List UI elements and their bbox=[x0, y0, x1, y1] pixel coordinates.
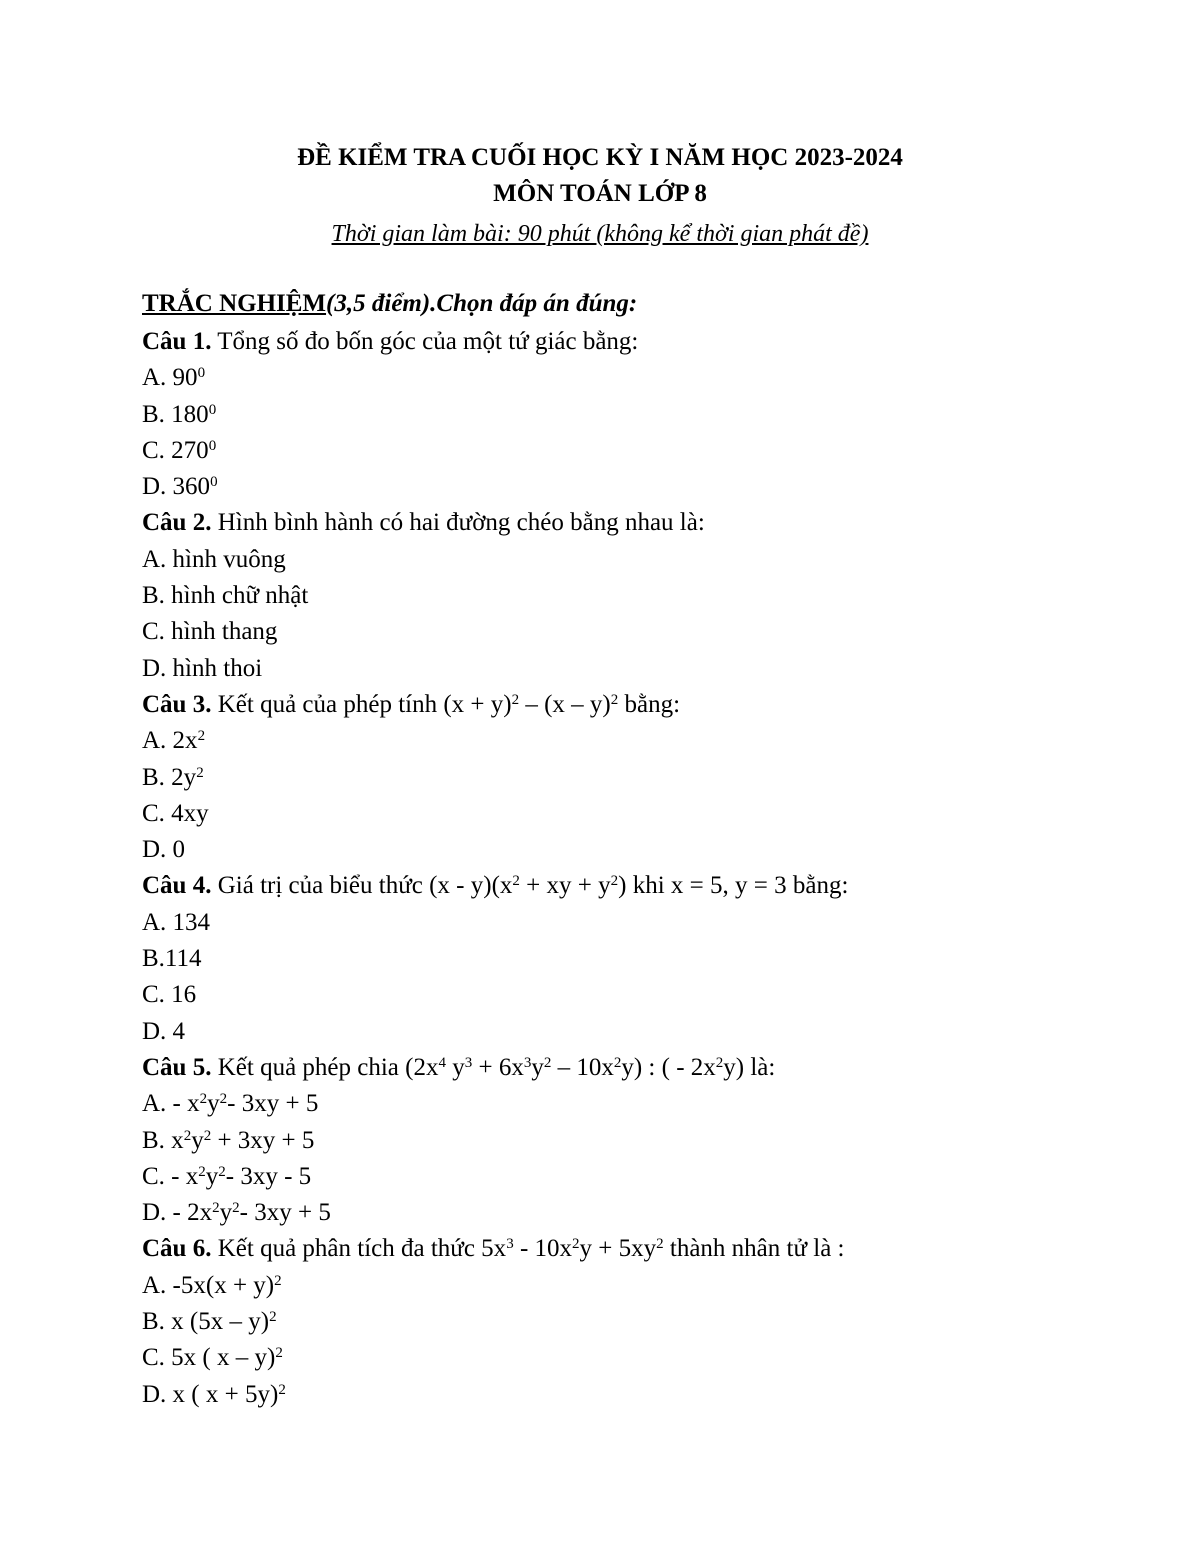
question-3 bbox=[142, 687, 1142, 723]
question-list bbox=[142, 324, 1142, 1413]
question-text: Tổng số đo bốn góc của một tứ giác bằng: bbox=[211, 328, 639, 355]
answer-option-c: C. $270^0$ bbox=[142, 436, 217, 464]
answer-option-b: B. $2y^2$ bbox=[142, 763, 204, 791]
exam-content bbox=[142, 284, 1142, 1413]
question-6 bbox=[142, 1231, 1142, 1267]
answer-option-a: A. $-5x(x + y)^2$ bbox=[142, 1271, 282, 1299]
answer-option-a: A. - $x^2y^2-$ 3xy + 5 bbox=[142, 1090, 319, 1118]
question-label: Câu 4. bbox=[142, 872, 212, 900]
question-text: Kết quả phép chia ($2x^4$ $y^3 + 6x^3y^2 - 10x^2y$) : ( - $2x^2y$) là: bbox=[211, 1053, 776, 1081]
question-label: Câu 6. bbox=[142, 1235, 212, 1263]
answer-option-b: B. x (5x – y)$^2$ bbox=[142, 1308, 277, 1336]
exam-subject: MÔN TOÁN LỚP 8 bbox=[493, 180, 707, 207]
answer-option-b: B. $x^2y^2 + 3xy + 5$ bbox=[142, 1126, 315, 1154]
exam-header bbox=[0, 140, 1200, 252]
answer-option-a: A. hình vuông bbox=[142, 545, 286, 573]
exam-title: ĐỀ KIỂM TRA CUỐI HỌC KỲ I NĂM HỌC 2023-2024 bbox=[297, 144, 903, 171]
answer-option-c: C. 16 bbox=[142, 981, 197, 1009]
question-label: Câu 1. bbox=[142, 328, 212, 355]
exam-time: Thời gian làm bài: 90 phút (không kể thời gian phát đề) bbox=[331, 221, 869, 247]
answer-option-d: D. x ( x + 5y)$^2$ bbox=[142, 1380, 286, 1408]
answer-option-d: D. 4 bbox=[142, 1017, 186, 1045]
question-label: Câu 5. bbox=[142, 1053, 212, 1081]
answer-option-b: B. $180^0$ bbox=[142, 400, 217, 428]
answer-option-b: B. hình chữ nhật bbox=[142, 582, 309, 610]
question-text: Kết quả của phép tính $(x + y)^2 - (x - y)^2$ bằng: bbox=[211, 690, 681, 718]
question-text: Kết quả phân tích đa thức $5x^3 - 10x^2y + 5xy^2$ thành nhân tử là : bbox=[211, 1235, 845, 1263]
answer-option-d: D. - $2x^2y^2-$ 3xy + 5 bbox=[142, 1199, 331, 1227]
answer-option-c: C. - $x^2y^2-$ 3xy - 5 bbox=[142, 1162, 312, 1190]
answer-option-a: A. 134 bbox=[142, 908, 211, 936]
answer-option-d: D. hình thoi bbox=[142, 654, 263, 682]
section-title: TRẮC NGHIỆM bbox=[142, 290, 327, 317]
section-heading bbox=[142, 284, 1142, 324]
question-label: Câu 3. bbox=[142, 690, 212, 718]
question-1 bbox=[142, 324, 1142, 360]
question-2 bbox=[142, 505, 1142, 541]
answer-option-b: B.114 bbox=[142, 945, 202, 973]
question-text: Hình bình hành có hai đường chéo bằng nhau là: bbox=[211, 509, 705, 537]
section-points: (3,5 điểm).Chọn đáp án đúng: bbox=[326, 290, 638, 317]
answer-option-d: D. 0 bbox=[142, 836, 186, 864]
answer-option-a: A. $90^0$ bbox=[142, 364, 206, 392]
answer-option-a: A. $2x^2$ bbox=[142, 727, 206, 755]
question-text: Giá trị của biểu thức $(x - y)(x^2$ + xy + $y^2$) khi x = 5, y = 3 bằng: bbox=[211, 872, 849, 900]
answer-option-c: C. 4xy bbox=[142, 799, 209, 827]
question-4 bbox=[142, 868, 1142, 904]
answer-option-d: D. $360^0$ bbox=[142, 473, 218, 501]
answer-option-c: C. hình thang bbox=[142, 618, 278, 646]
answer-option-c: C. 5x ( x – y)$^2$ bbox=[142, 1344, 283, 1372]
question-label: Câu 2. bbox=[142, 509, 212, 537]
question-5 bbox=[142, 1050, 1142, 1086]
